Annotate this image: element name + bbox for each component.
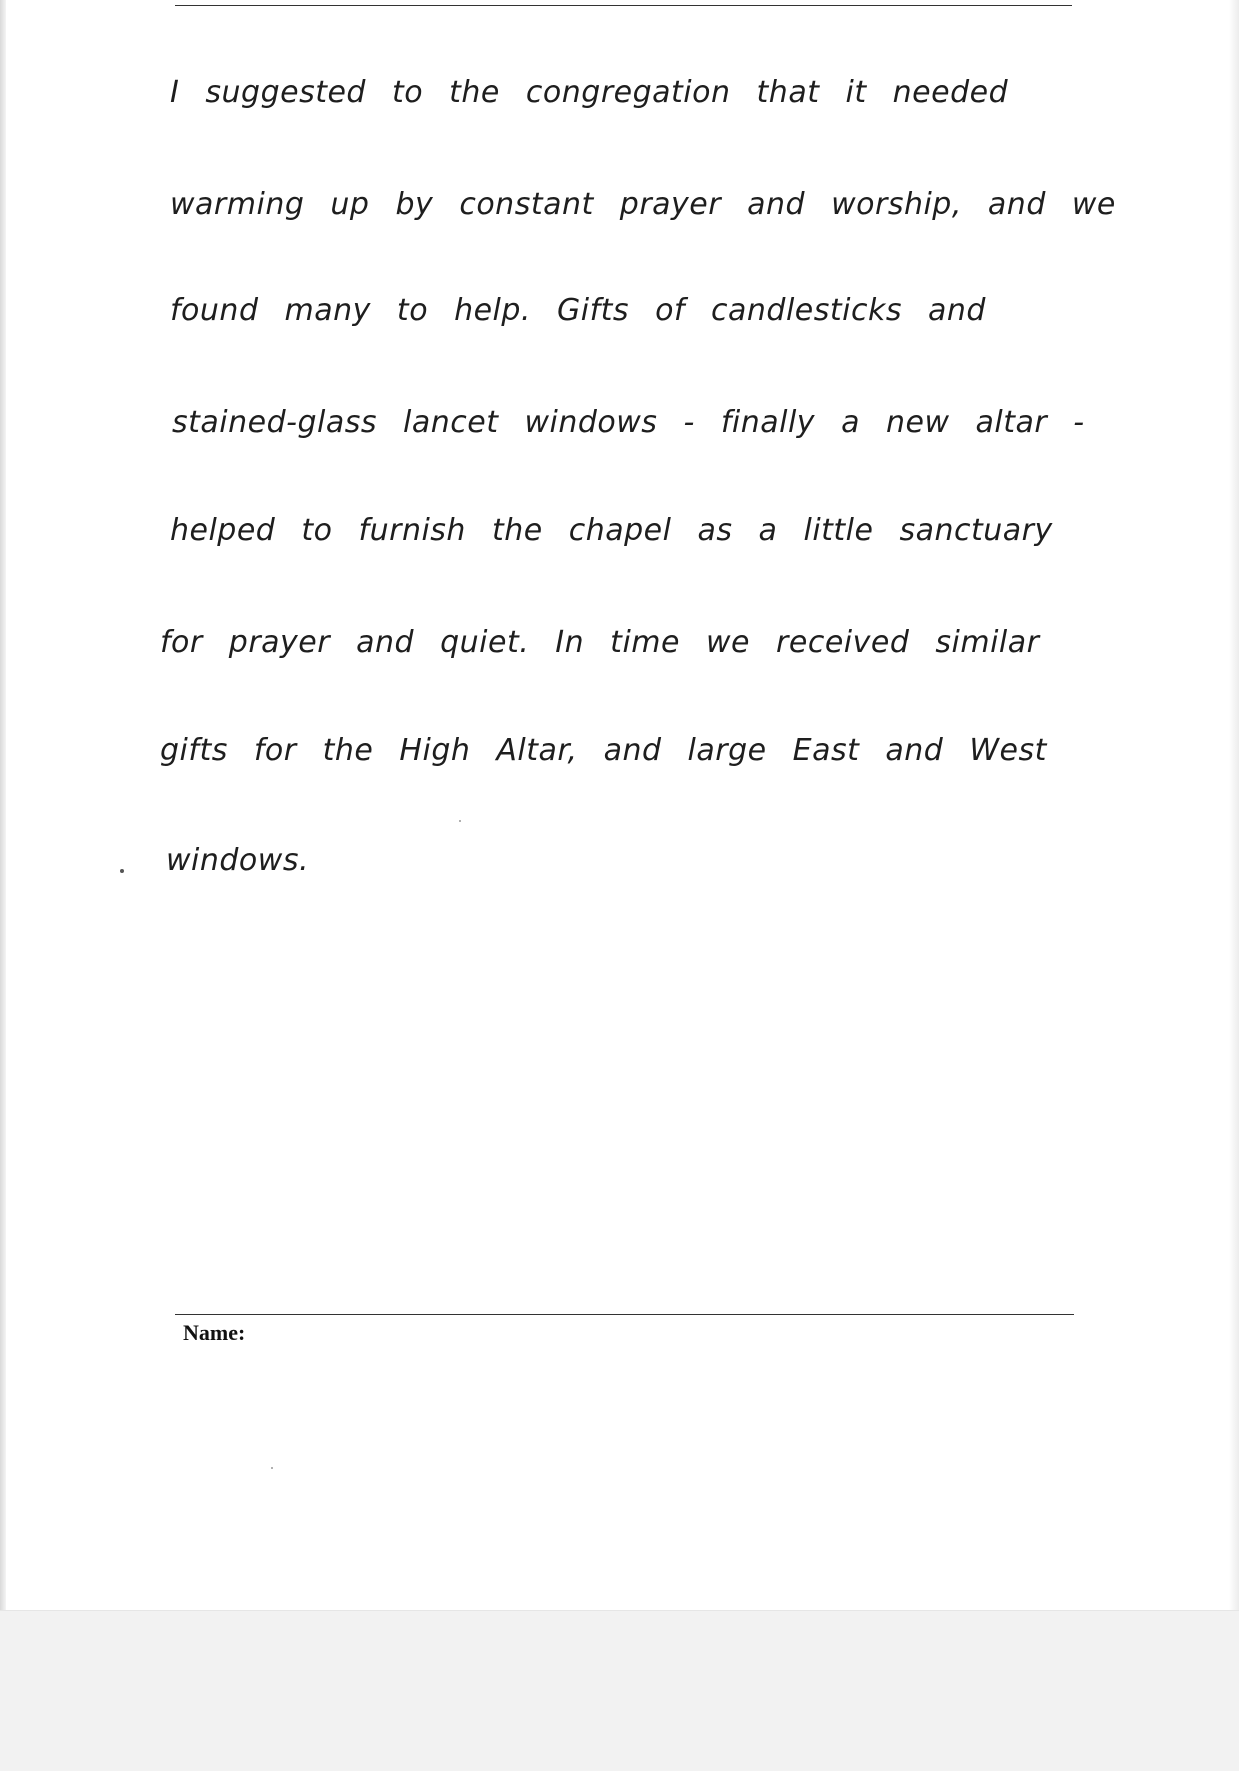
name-rule [175,1314,1074,1315]
handwriting-line-3: found many to help. Gifts of candlesticks and [170,293,986,328]
page-left-edge [0,0,6,1771]
handwriting-line-2: warming up by constant prayer and worship, and we [170,187,1116,222]
handwriting-line-4: stained-glass lancet windows - finally a new altar - [172,405,1085,440]
handwriting-line-6: for prayer and quiet. In time we received similar [160,625,1040,660]
handwriting-line-7: gifts for the High Altar, and large East and West [160,733,1047,768]
top-rule [175,5,1072,6]
page-right-shadow [1229,0,1239,1771]
scan-bottom-strip [0,1610,1239,1771]
handwriting-line-8: windows. [166,843,309,878]
handwriting-line-1: I suggested to the congregation that it needed [170,75,1009,110]
handwriting-line-5: helped to furnish the chapel as a little sanctuary [170,513,1053,548]
name-label: Name: [183,1320,246,1345]
stray-dot [120,869,124,873]
paper-speck [459,820,461,822]
paper-speck [271,1467,273,1469]
